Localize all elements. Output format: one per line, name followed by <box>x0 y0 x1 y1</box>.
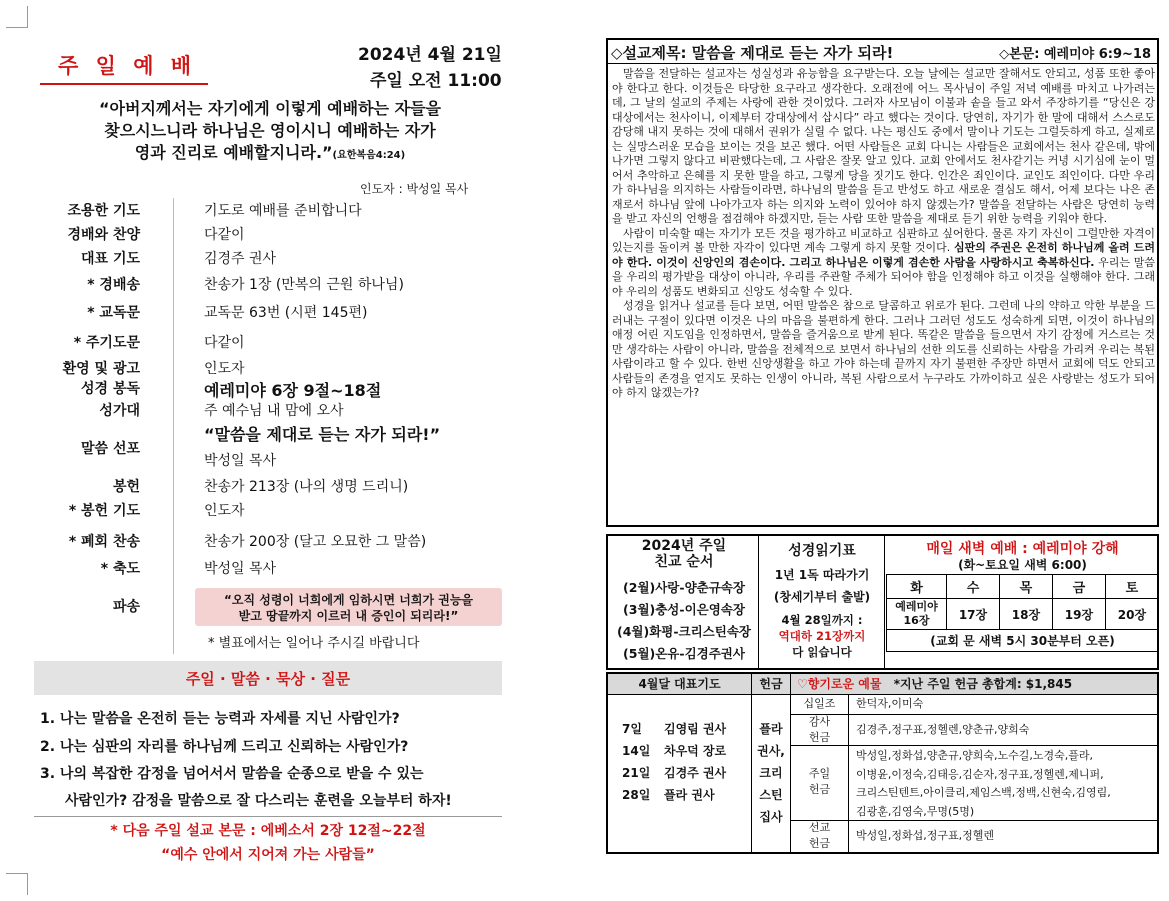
offering-prayer-line: 플라 <box>759 722 783 736</box>
verse-line: “오직 성령이 너희에게 임하시면 너희가 권능을 <box>223 593 474 607</box>
order-label: 조용한 기도 <box>67 203 140 219</box>
column-divider <box>848 694 849 852</box>
fellowship-title-line: 친교 순서 <box>654 554 714 570</box>
order-label: * 주기도문 <box>73 335 140 351</box>
offering-header: 헌금 <box>752 674 790 694</box>
order-label: * 축도 <box>100 561 140 577</box>
offering-category <box>791 820 848 852</box>
bible-reading-title: 성경읽기표 <box>788 543 856 559</box>
chapter-cell: 19장 <box>1052 599 1105 630</box>
order-label: * 교독문 <box>87 305 140 321</box>
fragrant-offering-label: ♡향기로운 예물 <box>797 677 882 691</box>
category-line: 헌금 <box>808 783 831 796</box>
order-divider <box>173 198 174 654</box>
order-value: 인도자 <box>204 361 245 377</box>
order-value: 김경주 권사 <box>204 251 277 267</box>
sermon-text: 우리는 말씀을 우리의 평가받을 대상이 아니라, 우리를 주관할 주체가 되어야 함을 인정해야 하고 이것을 실행해야 한다. 그래야 우리의 성품도 변화되고 신앙도 성숙할 수 있다. <box>612 255 1156 298</box>
quote-line: “아버지께서는 자기에게 이렇게 예배하는 자들을 <box>99 99 441 118</box>
dawn-service-schedule: (화~토요일 새벽 6:00) <box>958 558 1087 572</box>
bible-reading-end: 다 읽습니다 <box>792 645 852 659</box>
meditation-title: 주일 · 말씀 · 묵상 · 질문 <box>185 670 351 688</box>
chapter-cell: 예레미야 16장 <box>887 599 947 630</box>
scripture-reading: 예레미야 6장 9절~18절 <box>204 381 382 400</box>
fellowship-title <box>610 538 758 570</box>
sermon-paragraph <box>612 227 1155 300</box>
meditation-question: 3. 나의 복잡한 감정을 넘어서서 말씀을 순종으로 받을 수 있는 <box>40 766 424 782</box>
meditation-question: 1. 나는 말씀을 온전히 듣는 능력과 자세를 지닌 사람인가? <box>40 711 400 727</box>
offering-names: 박성일,정화섭,정구표,정헬렌 <box>856 829 995 842</box>
prayer-name: 김영림 권사 <box>664 722 727 736</box>
prayer-offering-box <box>606 672 1159 854</box>
offering-names: 김경주,정구표,정헬렌,양춘규,양희숙 <box>856 723 1030 736</box>
next-sermon-title: “예수 안에서 지어져 가는 사람들” <box>161 847 375 863</box>
quote-text: 영과 진리로 예배할지니라.” <box>134 143 333 162</box>
sermon-text: 사람이 미숙할 때는 자기가 모든 것을 평가하고 비교하고 심판하고 싶어한다. 물론 자기 자신이 그럴만한 자격이 있는지를 돌이켜 볼 만한 자각이 있다면 계속 그렇게 하지 못할 것이다. <box>612 226 1155 254</box>
order-label: 성경 봉독 <box>81 381 140 397</box>
sermon-scripture: ◇본문: 예레미야 6:9~18 <box>999 47 1151 62</box>
fellowship-item: (4월)화평-크리스틴속장 <box>617 624 751 639</box>
prayer-names <box>664 718 726 806</box>
offering-category <box>791 766 848 798</box>
dawn-note: (교회 문 새벽 5시 30분부터 오픈) <box>887 630 1159 652</box>
fellowship-item: (5월)온유-김경주권사 <box>623 646 745 661</box>
offering-prayer-line: 집사 <box>759 810 783 824</box>
quote-reference: (요한복음4:24) <box>332 150 406 161</box>
order-label: 말씀 선포 <box>81 441 140 457</box>
crop-mark-top-left <box>6 6 28 28</box>
bible-reading-plan: 1년 1독 따라가기 <box>774 568 870 582</box>
dawn-schedule-table <box>886 574 1159 652</box>
offering-prayer-line: 크리 <box>759 766 783 780</box>
offering-category: 십일조 <box>803 697 836 710</box>
offering-prayer-by <box>752 718 790 828</box>
chapter-cell: 18장 <box>999 599 1052 630</box>
names-line: 이병윤,이정숙,김태응,김순자,정구표,정헬렌,제니퍼, <box>856 767 1104 781</box>
order-label: 환영 및 광고 <box>62 361 140 377</box>
order-value: 박성일 목사 <box>204 453 277 469</box>
order-label: 봉헌 <box>112 479 140 495</box>
category-line: 헌금 <box>808 731 831 744</box>
fellowship-item: (2월)사랑-양춘규속장 <box>623 580 745 595</box>
crop-mark-bottom-left <box>6 873 28 895</box>
names-line: 크리스틴텐트,아이클리,제임스백,정백,신현숙,김영림, <box>856 786 1111 799</box>
prayer-name: 플라 권사 <box>664 788 715 802</box>
meditation-question: 2. 나는 심판의 자리를 하나님께 드리고 신뢰하는 사람인가? <box>40 739 409 755</box>
sermon-paragraph: 말씀을 전달하는 설교자는 성실성과 유능함을 요구받는다. 오늘 날에는 설교만 잘해서도 안되고, 성품 또한 좋아야 한다고 한다. 이것들은 타당한 요구라고 생각한다. 오래전에 어느 목사님이 주일 저녁 예배를 마치고 나가려는데, 그 날의 설교의 주제는 사랑에 관한 것이었다. 그러자 사모님이 이불과 솥을 들고 와서 주장하기를 “당신은 강대상에서는 천사이니, 이제부터 강대상에서 삽시다” 라고 했다는 것이다. 당연히, 자기가 한 말에 대해서 스스로도 감당해 내지 못하는 것에 대해서 권위가 실릴 수 없다. 나는 평신도 중에서 말이나 기도는 그럴듯하게 하고, 실제로는 실망스러운 모습을 보이는 것을 보곤 했다. 어떤 사람들은 교회 다니는 사람들은 교회에서는 천사 같은데, 밖에 나가면 그렇지 않다고 비판했다는데, 그 사람은 잘못 알고 있다. 교회 안에서도 천사같기는 커녕 시기심에 눈이 멀어서 추악하고 은혜를 지 못한 말을 하고, 그렇게 당을 짓기도 한다. 인간은 죄인이다. 교인도 죄인이다. 다만 우리가 하나님을 의지하는 사람들이라면, 하나님의 말씀을 듣고 반성도 하고 새로운 결심도 해서, 어제 보다는 나은 존재로서 하나님 앞에 나아가고자 하는 의지와 노력이 있어야 하지 않겠는가? 말씀을 전달하는 사람은 당연히 능력을 받고 자신의 언행을 점검해야 하겠지만, 듣는 사람 또한 말씀을 제대로 듣기 위한 능력을 키워야 한다. <box>612 67 1155 225</box>
prayer-date: 14일 <box>622 744 651 758</box>
row-divider <box>608 694 1157 695</box>
next-sermon-reference: * 다음 주일 설교 본문 : 에베소서 2장 12절~22절 <box>110 823 426 839</box>
bible-reading-until: 4월 28일까지 : <box>781 613 863 627</box>
order-label: * 경배송 <box>87 277 140 293</box>
leader: 인도자 : 박성일 목사 <box>360 182 469 196</box>
prayer-date: 21일 <box>622 766 651 780</box>
meditation-question: 사람인가? 감정을 말씀으로 잘 다스리는 훈련을 오늘부터 하자! <box>65 793 452 809</box>
order-label: 성가대 <box>99 403 140 419</box>
info-box <box>606 534 1159 670</box>
order-value: 교독문 63번 (시편 145편) <box>204 305 368 321</box>
bulletin-right-panel <box>606 38 1159 854</box>
order-value: 박성일 목사 <box>204 561 277 577</box>
order-value: 다같이 <box>204 227 245 243</box>
standing-note: * 별표에서는 일어나 주시길 바랍니다 <box>208 636 420 651</box>
fellowship-item: (3월)충성-이은영속장 <box>623 602 745 617</box>
verse-line: 받고 땅끝까지 이르러 내 증인이 되리라!” <box>238 609 459 623</box>
order-value: 찬송가 213장 (나의 생명 드리니) <box>204 479 409 495</box>
chapter-cell: 17장 <box>947 599 1000 630</box>
sermon-body <box>612 67 1155 401</box>
column-divider <box>884 536 885 668</box>
offering-total: *지난 주일 헌금 총합계: $1,845 <box>893 677 1073 691</box>
prayer-header: 4월달 대표기도 <box>608 674 751 694</box>
sermon-title: ◇설교제목: 말씀을 제대로 듣는 자가 되라! <box>611 44 894 62</box>
order-label: * 봉헌 기도 <box>68 503 140 519</box>
worship-order-panel <box>30 28 506 878</box>
category-line: 감사 <box>808 715 831 728</box>
order-value: 주 예수님 내 맘에 오사 <box>204 403 344 419</box>
bible-reading-range: 역대하 21장까지 <box>778 629 866 643</box>
day-header: 금 <box>1052 575 1105 599</box>
sending-verse <box>195 592 502 624</box>
day-header: 수 <box>947 575 1000 599</box>
category-line: 헌금 <box>808 837 831 850</box>
day-header: 목 <box>999 575 1052 599</box>
chapter-cell: 20장 <box>1105 599 1158 630</box>
sermon-title-order: “말씀을 제대로 듣는 자가 되라!” <box>204 425 441 444</box>
order-value: 기도로 예배를 준비합니다 <box>204 203 362 219</box>
divider <box>34 816 502 817</box>
order-value: 찬송가 1장 (만복의 근원 하나님) <box>204 277 404 293</box>
offering-prayer-line: 권사, <box>757 744 785 758</box>
order-label: 파송 <box>112 599 140 615</box>
category-line: 선교 <box>808 821 831 834</box>
names-line: 김광훈,김영숙,무명(5명) <box>856 804 975 818</box>
prayer-date: 7일 <box>622 722 642 736</box>
order-value: 다같이 <box>204 335 245 351</box>
order-value: 인도자 <box>204 503 245 519</box>
sermon-header <box>608 40 1157 64</box>
offering-names: 한덕자,이미숙 <box>856 697 924 710</box>
page-title: 주 일 예 배 <box>58 54 197 78</box>
day-header: 토 <box>1105 575 1158 599</box>
offering-category <box>791 714 848 746</box>
day-header: 화 <box>887 575 947 599</box>
fellowship-title-line: 2024년 주일 <box>641 538 727 554</box>
title-underline <box>40 83 208 85</box>
dawn-service-title: 매일 새벽 예배 : 예레미야 강해 <box>926 541 1119 557</box>
order-label: 대표 기도 <box>81 251 140 267</box>
order-value: 찬송가 200장 (달고 오묘한 그 말씀) <box>204 534 427 550</box>
column-divider <box>758 536 759 668</box>
offering-summary <box>791 674 1157 694</box>
service-time: 주일 오전 11:00 <box>370 71 502 91</box>
sermon-paragraph: 성경을 읽거나 설교를 듣다 보면, 어떤 말씀은 참으로 달콤하고 위로가 된다. 그런데 나의 약하고 악한 부분을 드러내는 구절이 있다면 이것은 나의 마음을 불편하게 한다. 그러나 그러던 성도도 성숙하게 되면, 이것이 하나님의 애정 어린 지도임을 인정하면서, 말씀을 즐거움으로 받게 된다. 똑같은 말씀을 들으면서 자기 감정에 거스르는 것만 생각하는 사람이 아니라, 말씀을 전체적으로 보면서 하나님의 선한 의도를 신뢰하는 사람을 가리켜 우리는 복된 사람이라고 할 수 있다. 한번 신앙생활을 하고 가야 하는데 끝까지 자기 불편한 주장만 하면서 교회에 덕도 안되고 사람들의 존경을 얻지도 못하는 인생이 아니라, 복된 사람으로서 누구라도 가까이하고 싶은 사랑받는 성도가 되어야 하지 않겠는가? <box>612 299 1155 399</box>
category-line: 주일 <box>808 767 831 780</box>
quote-line <box>60 142 480 167</box>
prayer-dates <box>622 718 650 806</box>
offering-prayer-line: 스틴 <box>759 788 783 802</box>
order-label: * 폐회 찬송 <box>68 534 140 550</box>
service-date: 2024년 4월 21일 <box>358 45 502 65</box>
names-line: 박성일,정화섭,양춘규,양희숙,노수길,노경숙,플라, <box>856 749 1093 762</box>
prayer-name: 차우덕 장로 <box>664 744 727 758</box>
bible-reading-start: (창세기부터 출발) <box>773 590 871 604</box>
order-label: 경배와 찬양 <box>67 227 140 243</box>
scripture-quote <box>60 98 480 167</box>
sermon-box <box>606 38 1159 527</box>
prayer-name: 김경주 권사 <box>664 766 727 780</box>
prayer-date: 28일 <box>622 788 651 802</box>
sermon-emphasis: 심판의 주권은 온전히 하나님께 올려 드려야 한다. 이것이 신앙인의 겸손이다. 그리고 하나님은 이렇게 겸손한 사람을 사랑하시고 축복하신다. <box>612 241 1155 269</box>
quote-line: 찾으시느니라 하나님은 영이시니 예배하는 자가 <box>104 121 436 140</box>
offering-names <box>856 747 1111 821</box>
